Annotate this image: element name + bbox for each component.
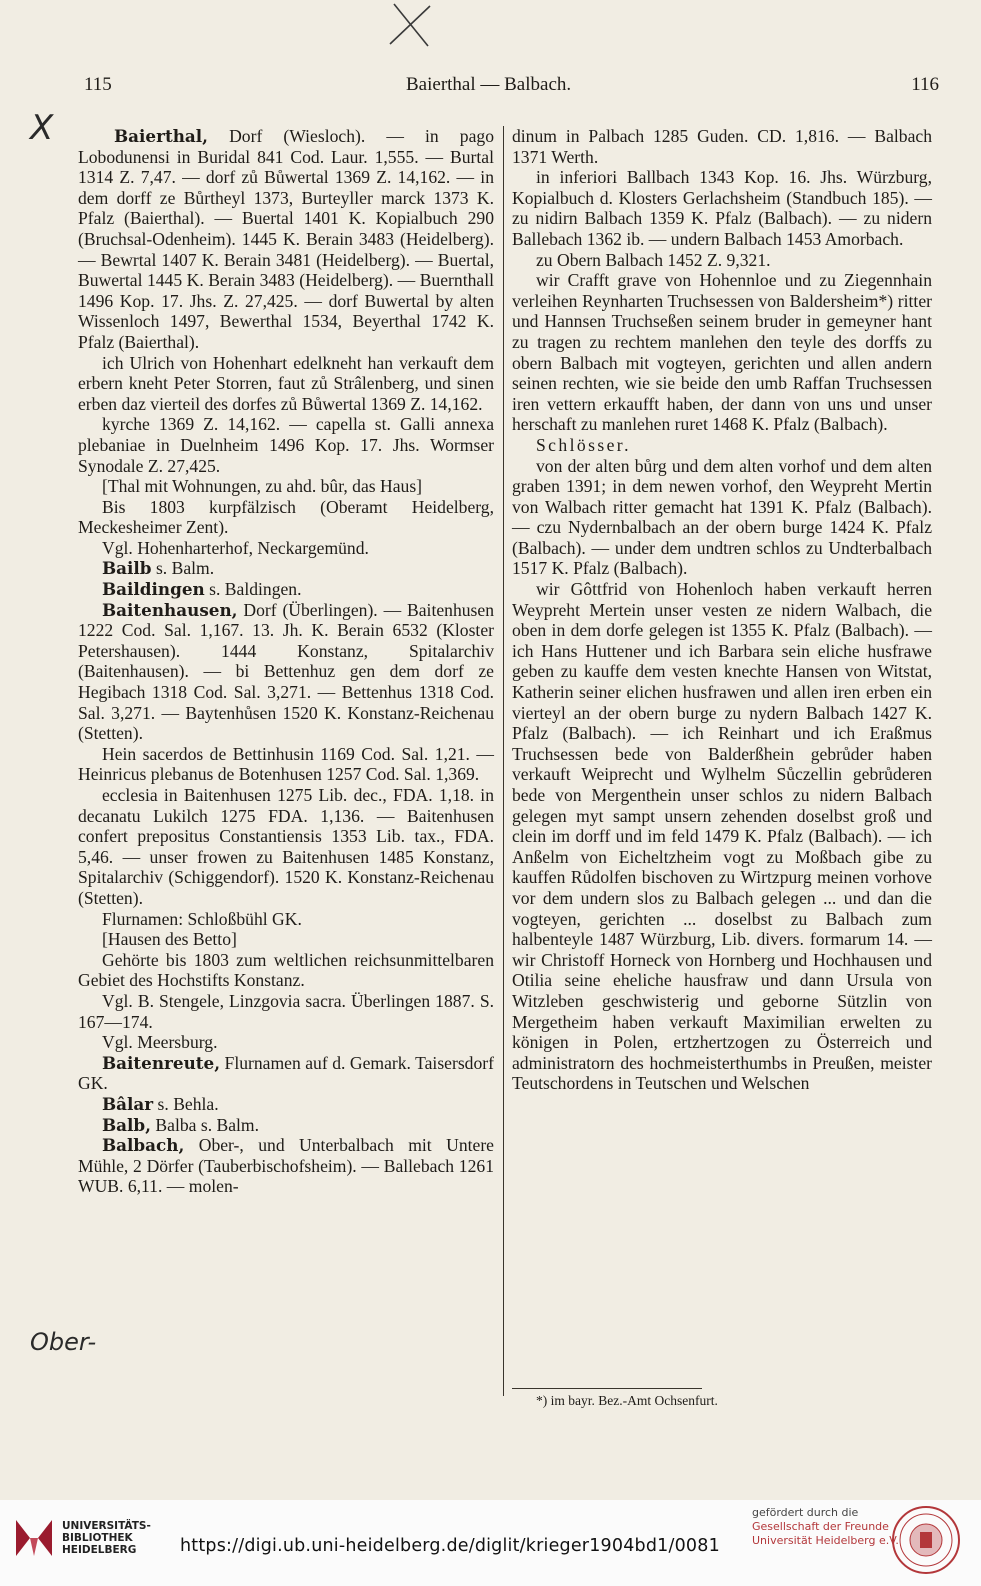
right-paragraph — [512, 435, 932, 456]
left-paragraph — [78, 600, 494, 744]
paragraph-text: Hein sacerdos de Bettinhusin 1169 Cod. Sal. 1,21. — Heinricus plebanus de Botenhusen 1257 Cod. Sal. 1,369. — [78, 743, 494, 785]
footnote-rule — [512, 1388, 702, 1389]
left-paragraph — [78, 476, 494, 497]
paragraph-text: s. Balm. — [151, 558, 215, 579]
left-paragraph — [78, 1032, 494, 1053]
footnote: *) im bayr. Bez.-Amt Ochsenfurt. — [536, 1393, 718, 1408]
right-paragraph — [512, 250, 932, 271]
left-paragraph — [78, 353, 494, 415]
left-paragraph — [78, 909, 494, 930]
entry-headword: Baierthal, — [114, 126, 208, 146]
ub-heidelberg-logo-icon — [12, 1516, 56, 1560]
entry-headword: Baildingen — [102, 579, 205, 600]
entry-headword: Baitenreute, — [102, 1052, 221, 1073]
paragraph-text: Dorf (Wiesloch). — in pago Lobodunensi in Buridal 841 Cod. Laur. 1,555. — Burtal 1314 Z. 7,47. — dorf zů Bůwertal 1369 Z. 14,162. — in dem dorff ze Bůrtheyl 1373, Burteyller marck 1373 K. Pfalz (Baierthal). — Buertal 1401 K. Kopialbuch 290 (Bruchsal-Odenheim). 1445 K. Berain 3483 (Heidelberg). — Bewrtal 1407 K. Berain 3481 (Heidelberg). — Buertal, Buwertal 1445 K. Berain 3483 (Heidelberg). — Buernthall 1496 Kop. 17. Jhs. Z. 27,425. — dorf Buwertal by alten Wissenloch 1497, Bewerthal 1534, Beyerthal 1742 K. Pfalz (Baierthal). — [78, 126, 494, 352]
viewer-footer — [0, 1500, 981, 1586]
section-heading: Schlösser. — [536, 434, 631, 455]
entry-headword: Balbach, — [102, 1135, 185, 1156]
margin-ober-annotation: Ober- — [30, 1328, 97, 1356]
paragraph-text: Vgl. Hohenharterhof, Neckargemünd. — [102, 537, 369, 558]
paragraph-text: Dorf (Überlingen). — Baitenhusen 1222 Cod. Sal. 1,167. 13. Jh. K. Berain 6532 (Kloster Petershausen). 1444 Konstanz, Spitalarchiv (Baitenhausen). — bi Bettenhuz gen dem dorf ze Hegibach 1318 Cod. Sal. 3,271. — Bettenhus 1318 Cod. Sal. 3,271. — Baytenhůsen 1520 K. Konstanz-Reichenau (Stetten). — [78, 599, 494, 744]
left-paragraph — [78, 497, 494, 538]
left-paragraph — [78, 929, 494, 950]
left-paragraph — [78, 950, 494, 991]
paragraph-text: wir Gôttfrid von Hohenloch haben verkauft herren Weypreht Mertein unser vesten ze nidern Walbach, die oben in dem dorfe gelegen ist 1355 K. Pfalz (Balbach). — ich Hans Huttener und ich Barbara sein eliche husfrawe geben zu kauffe dem vesten knechte Hansen von Witstat, Katherin seiner elichen husfrawen und allen iren erben ein vierteyl an der obern burge zu nydern Balbach 1427 K. Pfalz (Balbach). — ich Reinhart und ich Eraßmus Truchsessen bede von Balderßhein gebrůder haben verkauft Weiprecht und Wylhelm Sůczellin gebrůderen bede von Mergenthein unser schlos zu nidern Balbach gelegen myt sampt unsern zehenden doselbst groß und clein im dorff und im feld 1479 K. Pfalz (Balbach). — ich Anßelm von Eicheltzheim vogt zu Moßbach gibe zu kauffen Růdolfen bischoven zu Wirtzpurg meinen vorhove vor dem undern slos zu Balbach gelegen ... und dan die vogteyen, gerichten ... doselbst zu Balbach zum halbenteyle 1487 Würzburg, Lib. divers. formarum 14. — wir Christoff Horneck von Hornberg und Hochhausen und Otilia seine eheliche hausfraw und dann Ursula von Witzleben geschwisterig und geborne Sützlin von Mergetheim haben verkauft Maximilian erwelten zu königen in Polen, ertzhertzogen zu Österreich und administratorn des hochmeisterthumbs in Preußen, meister Teutschordens in Teutschen und Welschen — [512, 579, 932, 1094]
paragraph-text: s. Behla. — [153, 1093, 219, 1114]
page-number-right: 116 — [911, 74, 939, 95]
entry-headword: Bâlar — [102, 1093, 154, 1114]
left-paragraph — [78, 1115, 494, 1136]
paragraph-text: [Thal mit Wohnungen, zu ahd. bûr, das Haus] — [102, 476, 423, 497]
column-divider — [503, 126, 504, 1396]
paragraph-text: wir Crafft grave von Hohennloe und zu Ziegennhain verleihen Reynharten Truchsessen von Baldersheim*) ritter und Hannsen Truchseßen seinem bruder in gemeyner hant zu tragen zu rechtem manlehen den teyle des dorffs zu obern Balbach mit vogteyen, gerichten und allen andern seinen rechten, wie sie beide den umb Raffan Truchsessen iren vettern erkaufft haben, der dann von uns und unser herschaft zu manlehen ruret 1468 K. Pfalz (Balbach). — [512, 270, 932, 435]
right-paragraph — [512, 270, 932, 435]
page-number-left: 115 — [84, 74, 112, 95]
right-paragraph — [512, 167, 932, 249]
paragraph-text: zu Obern Balbach 1452 Z. 9,321. — [536, 249, 771, 270]
left-paragraph — [78, 1135, 494, 1197]
paragraph-text: von der alten bůrg und dem alten vorhof und dem alten graben 1391; in dem newen vorhof, den Weypreht Mertin von Walbach ritter gemacht hat 1391 K. Pfalz (Balbach). — czu Nydernbalbach an der obern burge 1424 K. Pfalz (Balbach). — under dem undtren schlos zu Undterbalbach 1517 K. Pfalz (Balbach). — [512, 455, 932, 579]
entry-headword: Balb, — [102, 1114, 152, 1135]
left-paragraph — [78, 126, 494, 353]
right-paragraph — [512, 456, 932, 580]
left-paragraph — [78, 1094, 494, 1115]
margin-x-annotation: X — [30, 108, 54, 148]
entry-headword: Baitenhausen, — [102, 599, 238, 620]
left-paragraph — [78, 991, 494, 1032]
left-column — [78, 126, 494, 1197]
left-paragraph — [78, 579, 494, 600]
paragraph-text: Flurnamen auf d. Gemark. Taisersdorf GK. — [78, 1052, 494, 1094]
running-header — [84, 74, 939, 104]
paragraph-text: in inferiori Ballbach 1343 Kop. 16. Jhs. Würzburg, Kopialbuch d. Klosters Gerlachsheim (Standbuch 185). — zu nidirn Balbach 1359 K. Pfalz (Balbach). — zu nidern Ballebach 1362 ib. — undern Balbach 1453 Amorbach. — [512, 167, 932, 249]
society-name: Gesellschaft der Freunde Universität Heidelberg e.V. — [752, 1520, 899, 1547]
paragraph-text: Ober-, und Unterbalbach mit Untere Mühle, 2 Dörfer (Tauberbischofsheim). — Ballebach 1261 WUB. 6,11. — molen- — [78, 1135, 494, 1197]
paragraph-text: ecclesia in Baitenhusen 1275 Lib. dec., FDA. 1,18. in decanatu Lukilch 1275 FDA. 1,136. — Baitenhusen confert prepositus Constantiensis 1353 Lib. tax., FDA. 5,46. — unser frowen zu Baitenhusen 1485 Konstanz, Spitalarchiv (Schiggendorf). 1520 K. Konstanz-Reichenau (Stetten). — [78, 785, 494, 908]
right-column — [512, 126, 932, 1094]
paragraph-text: Vgl. B. Stengele, Linzgovia sacra. Überlingen 1887. S. 167—174. — [78, 990, 494, 1032]
paragraph-text: s. Baldingen. — [204, 579, 302, 600]
running-title: Baierthal — Balbach. — [406, 74, 572, 95]
left-paragraph — [78, 414, 494, 476]
paragraph-text: Balba s. Balm. — [151, 1114, 260, 1135]
permalink-url[interactable]: https://digi.ub.uni-heidelberg.de/diglit/krieger1904bd1/0081 — [180, 1536, 720, 1556]
paragraph-text: Bis 1803 kurpfälzisch (Oberamt Heidelberg, Meckesheimer Zent). — [78, 496, 494, 538]
left-paragraph — [78, 1053, 494, 1094]
paragraph-text: kyrche 1369 Z. 14,162. — capella st. Galli annexa plebaniae in Duelnheim 1496 Kop. 17. Jhs. Wormser Synodale Z. 27,425. — [78, 414, 494, 476]
paragraph-text: Flurnamen: Schloßbühl GK. — [102, 908, 302, 929]
left-paragraph — [78, 558, 494, 579]
left-paragraph — [78, 744, 494, 785]
left-paragraph — [78, 538, 494, 559]
paragraph-text: [Hausen des Betto] — [102, 929, 237, 950]
paragraph-text: dinum in Palbach 1285 Guden. CD. 1,816. — Balbach 1371 Werth. — [512, 126, 932, 167]
handwritten-x-mark — [380, 0, 440, 52]
library-name: UNIVERSITÄTS- BIBLIOTHEK HEIDELBERG — [62, 1520, 151, 1556]
university-seal-icon — [890, 1504, 962, 1576]
entry-headword: Bailb — [102, 558, 152, 579]
funded-by-label: gefördert durch die — [752, 1506, 859, 1519]
paragraph-text: Gehörte bis 1803 zum weltlichen reichsunmittelbaren Gebiet des Hochstifts Konstanz. — [78, 949, 494, 991]
left-paragraph — [78, 785, 494, 909]
paragraph-text: Vgl. Meersburg. — [102, 1032, 218, 1053]
paragraph-text: ich Ulrich von Hohenhart edelkneht han verkauft dem erbern kneht Peter Storren, faut zů Strâlenberg, und sinen erben daz vierteil des dorfes zů Bůwertal 1369 Z. 14,162. — [78, 352, 494, 414]
right-paragraph — [512, 126, 932, 167]
right-paragraph — [512, 579, 932, 1094]
